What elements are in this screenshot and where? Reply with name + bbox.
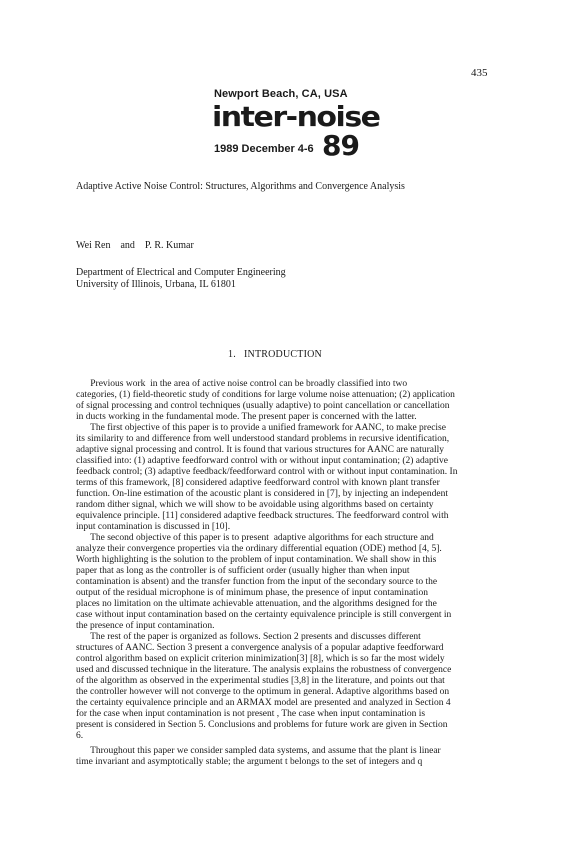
body-line: feedback control; (3) adaptive feedback/feedforward control with or without input contamination. In <box>76 467 458 477</box>
body-line: the presence of input contamination. <box>76 621 215 631</box>
conference-year-mark: 89 <box>322 129 359 162</box>
body-line: time invariant and asymptotically stable; the argument t belongs to the set of integers and q <box>76 757 423 767</box>
conference-location: Newport Beach, CA, USA <box>214 88 348 100</box>
body-line: case without input contamination based on the certainty equivalence principle is still convergent in <box>76 610 452 620</box>
body-line: contamination is absent) and the transfer function from the input of the secondary source to the <box>76 577 438 587</box>
body-line: adaptive signal processing and control. It is found that various structures for AANC are naturally <box>76 445 445 455</box>
body-line: of signal processing and control techniques (usually adaptive) to point cancellation or cancellation <box>76 401 450 411</box>
body-line: present is considered in Section 5. Conclusions and problems for future work are given in Section <box>76 720 448 730</box>
body-line: structures of AANC. Section 3 present a convergence analysis of a popular adaptive feedforward <box>76 643 444 653</box>
body-line: random dither signal, which we will show to be avoidable using algorithms based on certainty <box>76 500 434 510</box>
body-line: 6. <box>76 731 84 741</box>
body-line: of the algorithm as observed in the experimental studies [3,8] in the literature, and points out that <box>76 676 445 686</box>
body-line: the controller however will not converge to the optimum in general. Adaptive algorithms based on <box>76 687 450 697</box>
body-line: used and discussed technique in the literature. The analysis explains the robustness of convergence <box>76 665 452 675</box>
page-number: 435 <box>471 67 488 79</box>
body-line: paper that as long as the controller is of sufficient order (usually higher than when input <box>76 566 410 576</box>
body-line: input contamination is discussed in [10]. <box>76 522 231 532</box>
affiliation-department: Department of Electrical and Computer Engineering <box>76 267 286 278</box>
body-line: for the case when input contamination is not present , The case when input contamination is <box>76 709 426 719</box>
body-line: Worth highlighting is the solution to the problem of input contamination. We shall show in this <box>76 555 437 565</box>
body-line: Throughout this paper we consider sampled data systems, and assume that the plant is linear <box>76 746 441 756</box>
body-line: output of the residual microphone is of minimum phase, the presence of input contamination <box>76 588 428 598</box>
body-line: analyze their convergence properties via the ordinary differential equation (ODE) method [4, 5]. <box>76 544 442 554</box>
body-line: in ducts working in the fundamental mode. The present paper is concerned with the latter. <box>76 412 417 422</box>
body-line: control algorithm based on explicit criterion minimization[3] [8], which is so far the most widely <box>76 654 445 664</box>
body-line: categories, (1) field-theoretic study of conditions for large volume noise attenuation; (2) application <box>76 390 455 400</box>
conference-date: 1989 December 4-6 <box>214 143 314 155</box>
body-line: equivalence principle. [11] considered adaptive feedback structures. The feedforward control with <box>76 511 449 521</box>
body-line: The second objective of this paper is to present adaptive algorithms for each structure and <box>76 533 434 543</box>
affiliation-university: University of Illinois, Urbana, IL 61801 <box>76 279 236 290</box>
body-line: the certainty equivalence principle and an ARMAX model are presented and analyzed in Section 4 <box>76 698 451 708</box>
body-line: The first objective of this paper is to provide a unified framework for AANC, to make precise <box>76 423 446 433</box>
body-line: classified into: (1) adaptive feedforward control with or without input contamination; (2) adaptive <box>76 456 448 466</box>
section-heading: 1. INTRODUCTION <box>228 349 322 360</box>
body-line: The rest of the paper is organized as follows. Section 2 presents and discusses different <box>76 632 421 642</box>
body-line: terms of this framework, [8] considered adaptive feedforward control with known plant transfer <box>76 478 440 488</box>
body-line: its similarity to and difference from well understood standard problems in recursive identification, <box>76 434 450 444</box>
paper-authors: Wei Ren and P. R. Kumar <box>76 240 194 251</box>
paper-title: Adaptive Active Noise Control: Structures, Algorithms and Convergence Analysis <box>76 181 405 192</box>
conference-logo: inter-noise <box>212 101 380 134</box>
body-line: Previous work in the area of active noise control can be broadly classified into two <box>76 379 408 389</box>
body-line: function. On-line estimation of the acoustic plant is considered in [7], by injecting an independent <box>76 489 448 499</box>
body-line: places no limitation on the ultimate achievable attenuation, and the algorithms designed for the <box>76 599 437 609</box>
